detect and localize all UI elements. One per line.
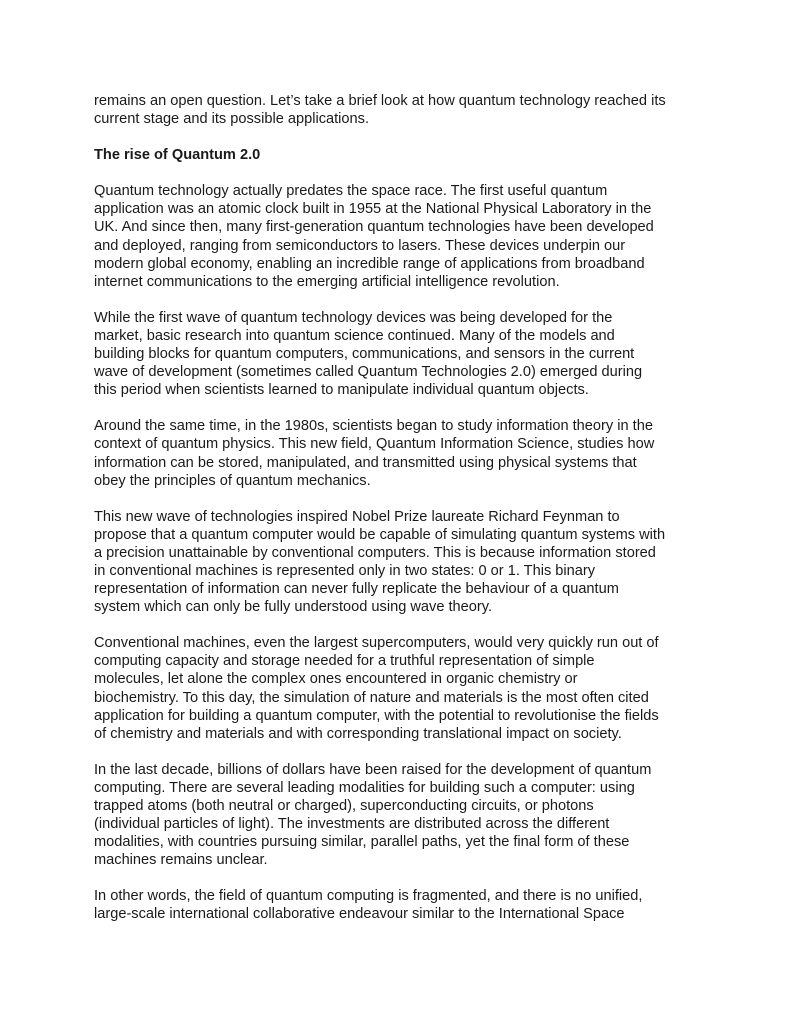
text-line: Around the same time, in the 1980s, scientists began to study information theory in the bbox=[94, 418, 653, 435]
text-line: information can be stored, manipulated, and transmitted using physical systems that bbox=[94, 454, 637, 471]
text-line: This new wave of technologies inspired Nobel Prize laureate Richard Feynman to bbox=[94, 508, 620, 525]
paragraph-information-science bbox=[94, 417, 706, 489]
text-line: machines remains unclear. bbox=[94, 852, 268, 869]
text-line: computing. There are several leading modalities for building such a computer: using bbox=[94, 779, 635, 796]
text-line: large-scale international collaborative endeavour similar to the International Space bbox=[94, 906, 625, 923]
text-line: In other words, the field of quantum computing is fragmented, and there is no unified, bbox=[94, 888, 643, 905]
section-heading: The rise of Quantum 2.0 bbox=[94, 147, 261, 164]
text-line: While the first wave of quantum technology devices was being developed for the bbox=[94, 309, 613, 326]
text-line: application was an atomic clock built in 1955 at the National Physical Laboratory in the bbox=[94, 201, 652, 218]
text-line: application for building a quantum computer, with the potential to revolutionise the fields bbox=[94, 707, 659, 724]
text-line: wave of development (sometimes called Quantum Technologies 2.0) emerged during bbox=[94, 364, 643, 381]
text-line: current stage and its possible applications. bbox=[94, 111, 370, 128]
text-line: In the last decade, billions of dollars have been raised for the development of quantum bbox=[94, 761, 652, 778]
paragraph-feynman bbox=[94, 508, 706, 617]
text-line: a precision unattainable by conventional computers. This is because information stored bbox=[94, 544, 656, 561]
text-line: of chemistry and materials and with corresponding translational impact on society. bbox=[94, 725, 622, 742]
paragraph-fragmented bbox=[94, 887, 706, 923]
text-line: UK. And since then, many first-generation quantum technologies have been developed bbox=[94, 219, 654, 236]
text-line: context of quantum physics. This new field, Quantum Information Science, studies how bbox=[94, 436, 655, 453]
text-line: representation of information can never fully replicate the behaviour of a quantum bbox=[94, 581, 619, 598]
text-line: this period when scientists learned to manipulate individual quantum objects. bbox=[94, 382, 589, 399]
text-line: propose that a quantum computer would be capable of simulating quantum systems with bbox=[94, 526, 666, 543]
intro-paragraph bbox=[94, 92, 706, 128]
text-line: (individual particles of light). The investments are distributed across the different bbox=[94, 816, 610, 833]
text-line: system which can only be fully understood using wave theory. bbox=[94, 599, 493, 616]
paragraph-conventional-machines bbox=[94, 634, 706, 743]
text-line: and deployed, ranging from semiconductors to lasers. These devices underpin our bbox=[94, 237, 626, 254]
text-line: modern global economy, enabling an incredible range of applications from broadband bbox=[94, 255, 645, 272]
paragraph-last-decade bbox=[94, 761, 706, 870]
paragraph-first-wave bbox=[94, 309, 706, 399]
text-line: building blocks for quantum computers, communications, and sensors in the current bbox=[94, 346, 635, 363]
document-body bbox=[94, 92, 706, 942]
paragraph-early-quantum bbox=[94, 182, 706, 291]
text-line: modalities, with countries pursuing similar, parallel paths, yet the final form of these bbox=[94, 834, 630, 851]
text-line: Conventional machines, even the largest supercomputers, would very quickly run out of bbox=[94, 635, 659, 652]
text-line: trapped atoms (both neutral or charged), superconducting circuits, or photons bbox=[94, 798, 594, 814]
text-line: computing capacity and storage needed for a truthful representation of simple bbox=[94, 653, 595, 670]
text-line: Quantum technology actually predates the space race. The first useful quantum bbox=[94, 183, 608, 200]
text-line: biochemistry. To this day, the simulation of nature and materials is the most often cited bbox=[94, 689, 649, 706]
text-line: obey the principles of quantum mechanics. bbox=[94, 472, 371, 489]
text-line: molecules, let alone the complex ones encountered in organic chemistry or bbox=[94, 671, 578, 688]
text-line: internet communications to the emerging artificial intelligence revolution. bbox=[94, 273, 560, 290]
text-line: in conventional machines is represented only in two states: 0 or 1. This binary bbox=[94, 562, 596, 579]
text-line: market, basic research into quantum science continued. Many of the models and bbox=[94, 327, 615, 344]
text-line: remains an open question. Let’s take a brief look at how quantum technology reached its bbox=[94, 93, 666, 109]
